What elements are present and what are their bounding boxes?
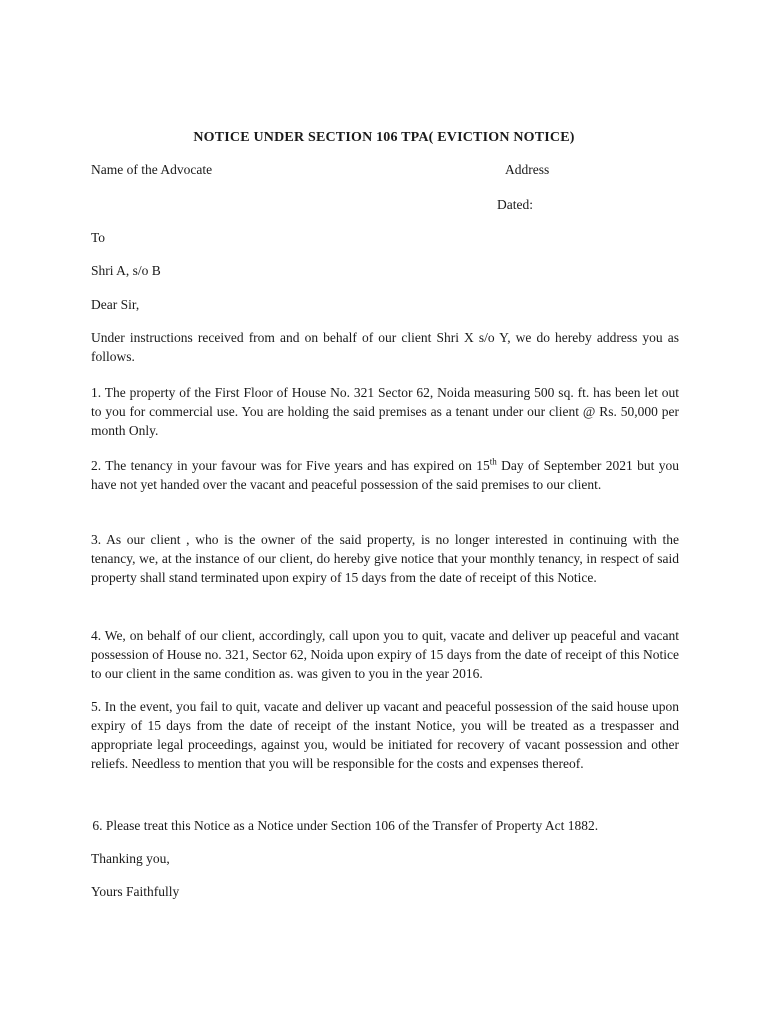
paragraph-2-text-start: 2. The tenancy in your favour was for Five years and has expired on 15 — [91, 458, 490, 473]
thanking-line: Thanking you, — [91, 851, 170, 866]
recipient-name: Shri A, s/o B — [91, 263, 161, 278]
intro-paragraph: Under instructions received from and on behalf of our client Shri X s/o Y, we do hereby address you as follows. — [91, 330, 679, 364]
paragraph-3: 3. As our client , who is the owner of the said property, is no longer interested in continuing with the tenancy, we, at the instance of our client, do hereby give notice that your monthly tenancy, in respect of said property shall stand terminated upon expiry of 15 days from the date of receipt of this Notice. — [91, 532, 679, 585]
paragraph-2-text-end: Day of September 2021 but you have not yet handed over the vacant and peaceful possession of the said premises to our client. — [91, 458, 679, 492]
paragraph-4: 4. We, on behalf of our client, accordingly, call upon you to quit, vacate and deliver up peaceful and vacant possession of House no. 321, Sector 62, Noida upon expiry of 15 days from the date of receipt of this Notice to our client in the same condition as. was given to you in the year 2016. — [91, 628, 679, 681]
paragraph-5: 5. In the event, you fail to quit, vacate and deliver up vacant and peaceful possession of the said house upon expiry of 15 days from the date of receipt of the instant Notice, you will be treated as a trespasser and appropriate legal proceedings, against you, would be initiated for recovery of vacant possession and other reliefs. Needless to mention that you will be responsible for the costs and expenses thereof. — [91, 699, 679, 771]
dated-label: Dated: — [497, 197, 533, 212]
paragraph-6: 6. Please treat this Notice as a Notice under Section 106 of the Transfer of Property Act 1882. — [89, 818, 599, 833]
paragraph-2 — [91, 456, 679, 494]
closing-line: Yours Faithfully — [91, 884, 180, 899]
salutation: Dear Sir, — [91, 297, 140, 312]
advocate-name-label: Name of the Advocate — [91, 162, 213, 177]
ordinal-suffix: th — [489, 456, 497, 467]
paragraph-1: 1. The property of the First Floor of House No. 321 Sector 62, Noida measuring 500 sq. ft. has been let out to you for commercial use. You are holding the said premises as a tenant under our client @ Rs. 50,000 per month Only. — [91, 385, 679, 438]
address-label: Address — [505, 162, 550, 177]
to-label: To — [91, 230, 106, 245]
document-title: NOTICE UNDER SECTION 106 TPA( EVICTION NOTICE) — [193, 130, 575, 145]
